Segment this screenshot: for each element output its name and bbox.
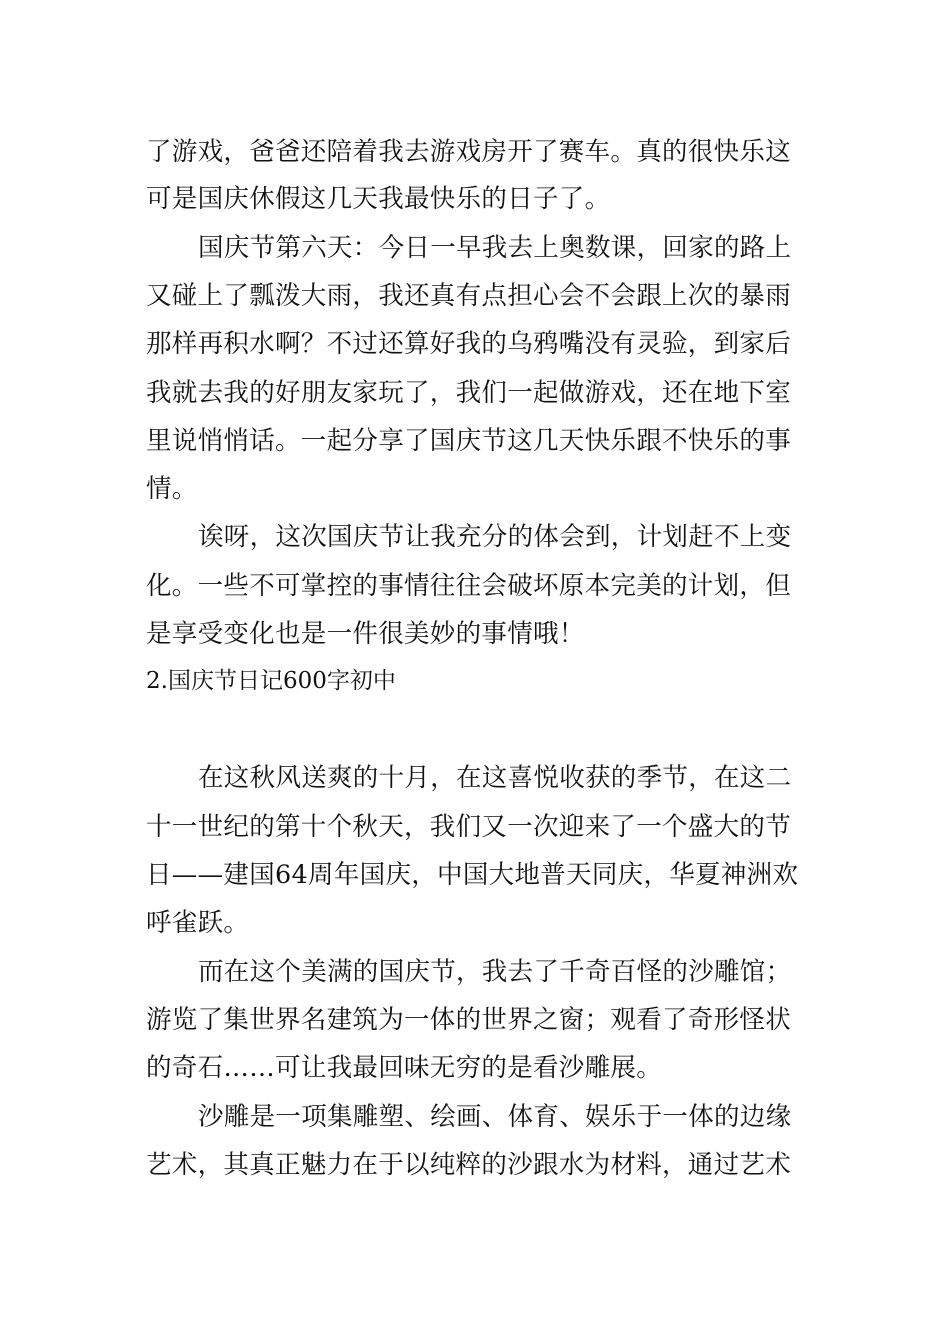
text-line: 情。 bbox=[146, 474, 198, 504]
section-heading: 2.国庆节日记600字初中 bbox=[146, 668, 396, 694]
paragraph-start-line: 诶呀，这次国庆节让我充分的体会到，计划赶不上变 bbox=[198, 522, 792, 552]
paragraph-start-line: 国庆节第六天：今日一早我去上奥数课，回家的路上 bbox=[198, 233, 792, 263]
text-line: 日——建国64周年国庆，中国大地普天同庆，华夏神洲欢 bbox=[146, 860, 799, 890]
text-line: 我就去我的好朋友家玩了，我们一起做游戏，还在地下室 bbox=[146, 378, 792, 408]
text-line: 化。一些不可掌控的事情往往会破坏原本完美的计划，但 bbox=[146, 571, 792, 601]
text-line: 那样再积水啊？不过还算好我的乌鸦嘴没有灵验，到家后 bbox=[146, 329, 792, 359]
text-line: 游览了集世界名建筑为一体的世界之窗；观看了奇形怪状 bbox=[146, 1005, 792, 1035]
paragraph-start-line: 沙雕是一项集雕塑、绘画、体育、娱乐于一体的边缘 bbox=[198, 1102, 792, 1132]
paragraph-start-line: 而在这个美满的国庆节，我去了千奇百怪的沙雕馆； bbox=[198, 957, 792, 987]
text-line: 十一世纪的第十个秋天，我们又一次迎来了一个盛大的节 bbox=[146, 812, 792, 842]
text-line: 又碰上了瓢泼大雨，我还真有点担心会不会跟上次的暴雨 bbox=[146, 281, 792, 311]
text-line: 可是国庆休假这几天我最快乐的日子了。 bbox=[146, 184, 611, 214]
text-line: 呼雀跃。 bbox=[146, 908, 250, 938]
text-line: 了游戏，爸爸还陪着我去游戏房开了赛车。真的很快乐这 bbox=[146, 137, 792, 167]
text-line: 是享受变化也是一件很美妙的事情哦！ bbox=[146, 619, 585, 649]
text-line: 艺术，其真正魅力在于以纯粹的沙跟水为材料，通过艺术 bbox=[146, 1150, 792, 1180]
text-line: 的奇石……可让我最回味无穷的是看沙雕展。 bbox=[146, 1053, 663, 1083]
paragraph-start-line: 在这秋风送爽的十月，在这喜悦收获的季节，在这二 bbox=[198, 763, 792, 793]
text-line: 里说悄悄话。一起分享了国庆节这几天快乐跟不快乐的事 bbox=[146, 426, 792, 456]
